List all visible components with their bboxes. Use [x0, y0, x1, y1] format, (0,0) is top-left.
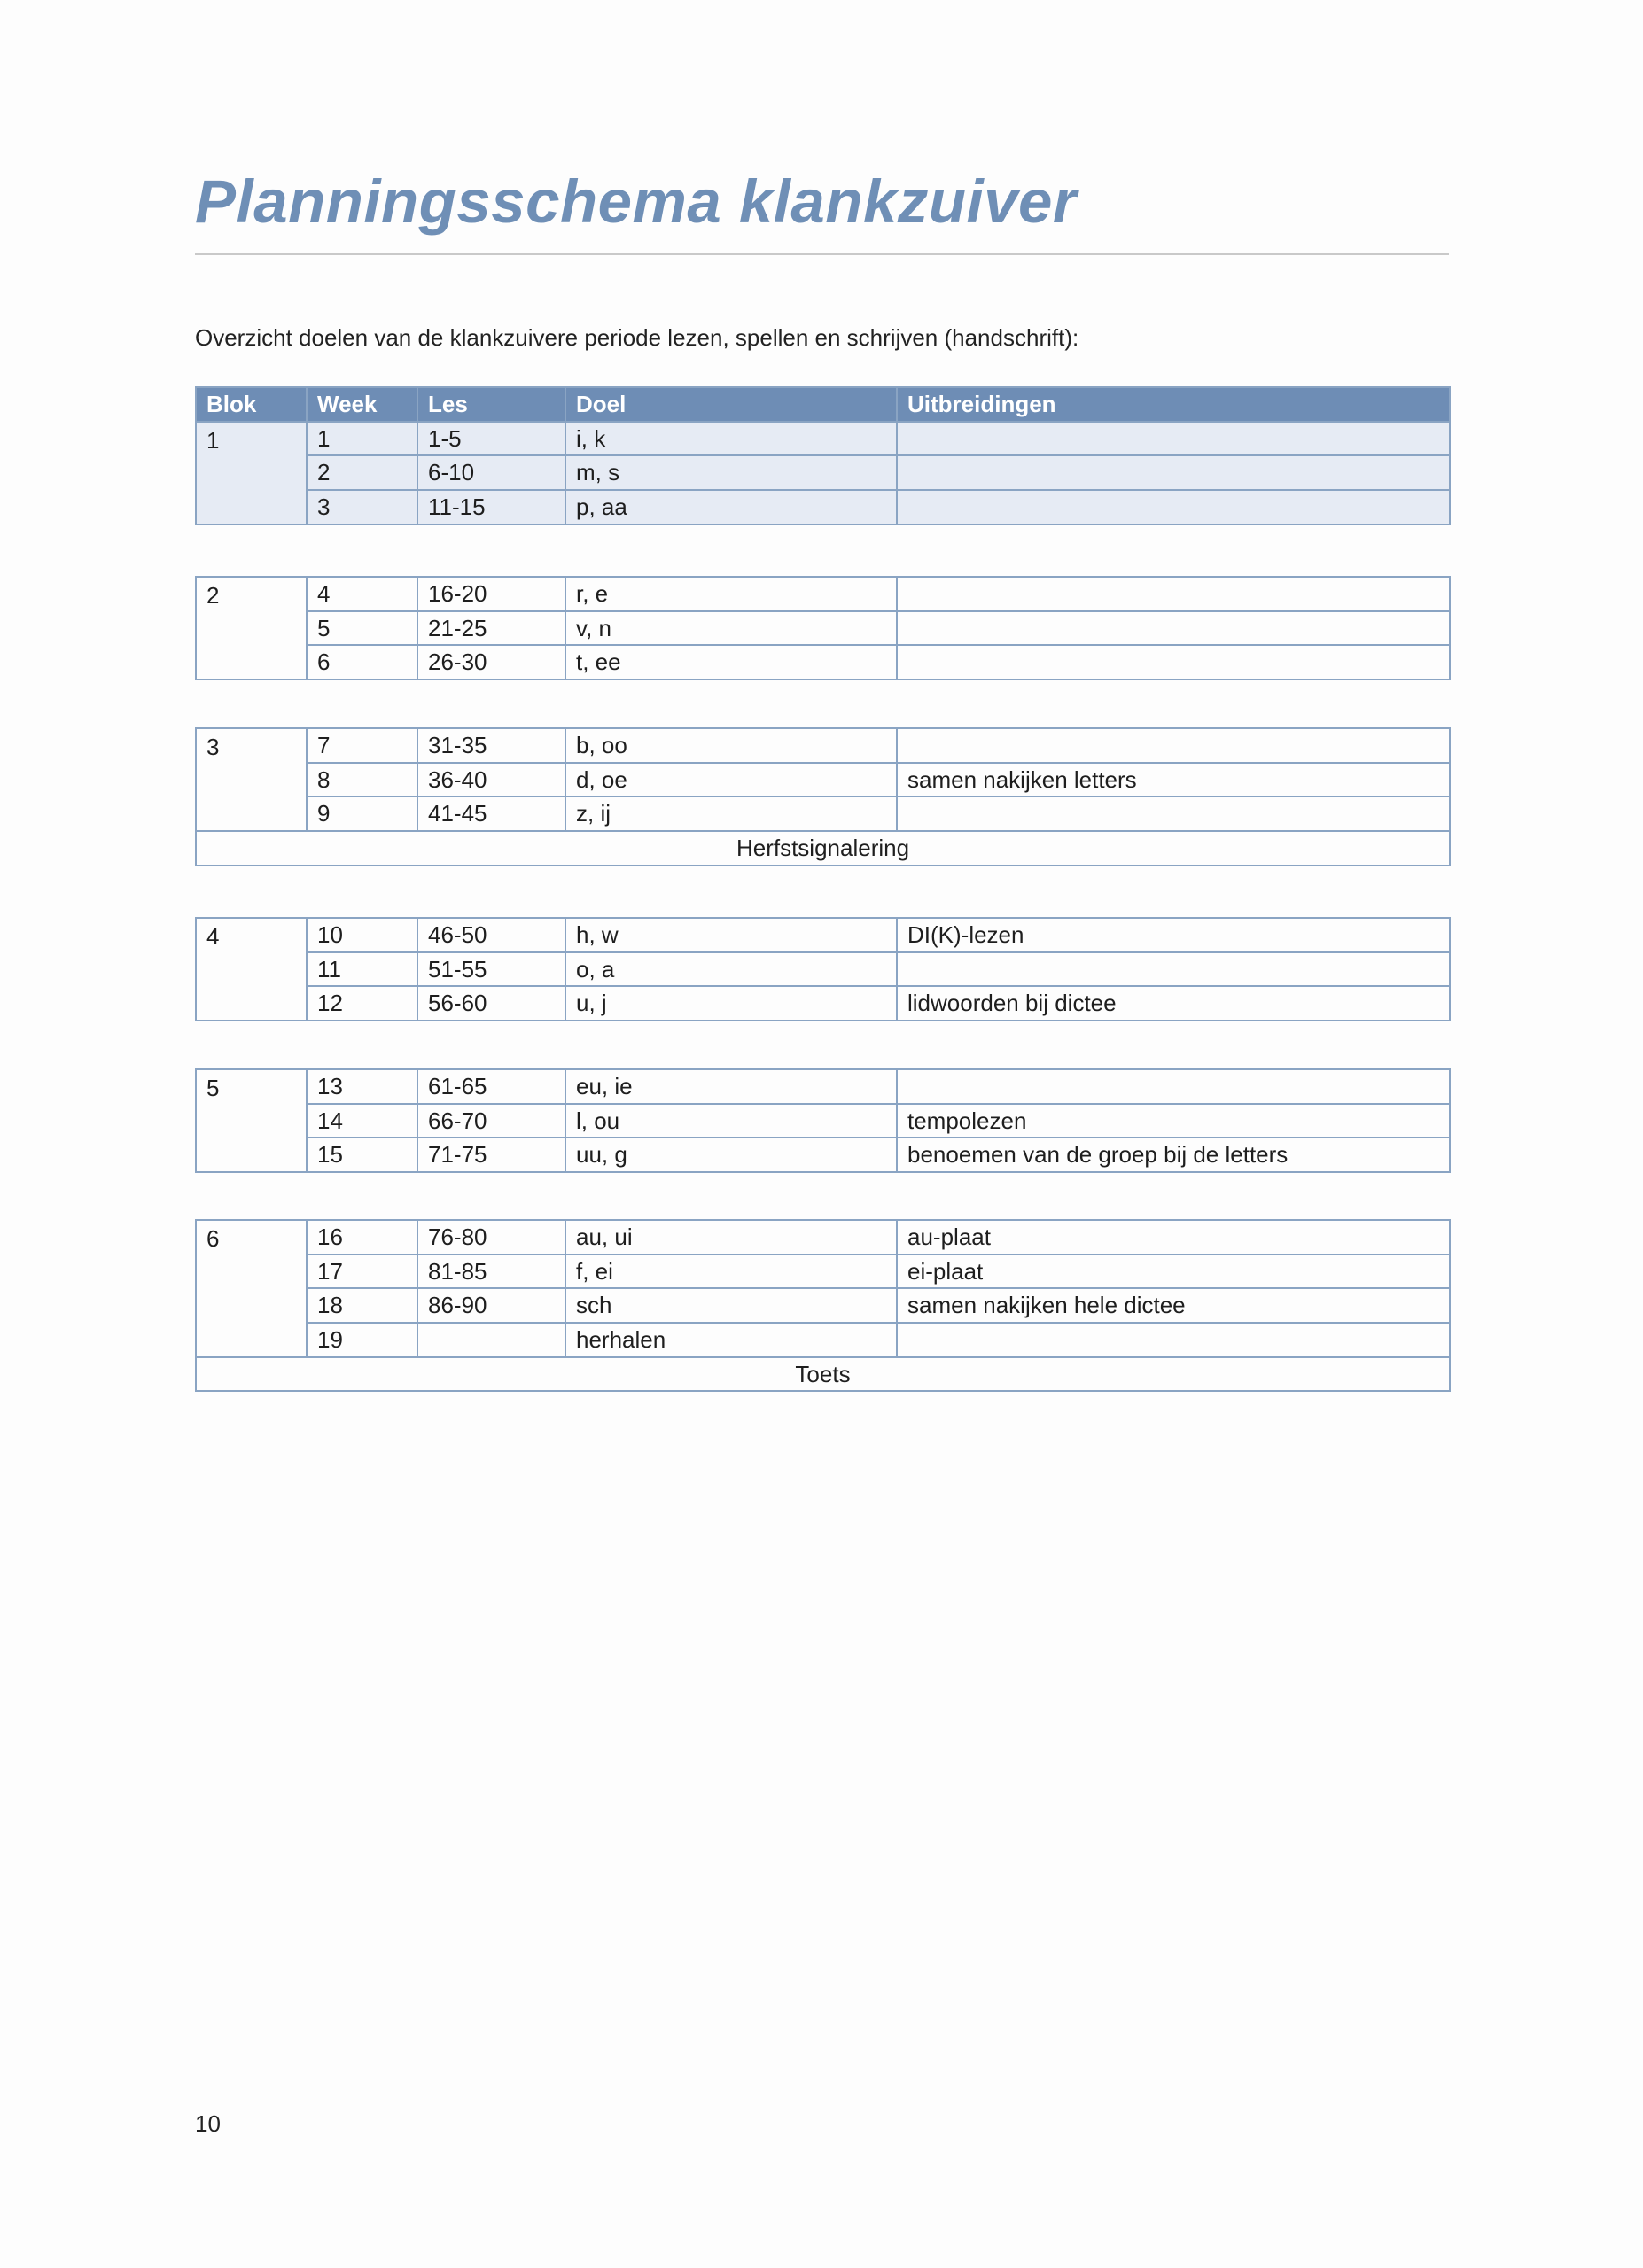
uitbreiding-cell: DI(K)-lezen	[897, 918, 1450, 952]
table-row	[196, 577, 1450, 611]
page-number: 10	[195, 2110, 221, 2137]
intro-text: Overzicht doelen van de klankzuivere periode lezen, spellen en schrijven (handschrift):	[195, 324, 1079, 351]
les-cell: 71-75	[417, 1138, 565, 1172]
herfstsignalering-label: Herfstsignalering	[196, 831, 1450, 866]
uitbreiding-cell: samen nakijken letters	[897, 763, 1450, 797]
table-row	[196, 455, 1450, 490]
uitbreiding-cell	[897, 577, 1450, 611]
uitbreiding-cell: tempolezen	[897, 1104, 1450, 1138]
doel-cell: v, n	[565, 611, 897, 646]
toets-label: Toets	[196, 1357, 1450, 1392]
doel-cell: m, s	[565, 455, 897, 490]
week-cell: 14	[307, 1104, 417, 1138]
les-cell: 86-90	[417, 1288, 565, 1323]
week-cell: 2	[307, 455, 417, 490]
signal-row	[196, 831, 1450, 866]
blok-cell: 6	[196, 1220, 307, 1357]
table-row	[196, 490, 1450, 524]
uitbreiding-cell: samen nakijken hele dictee	[897, 1288, 1450, 1323]
column-header-doel: Doel	[565, 387, 897, 422]
uitbreiding-cell: ei-plaat	[897, 1254, 1450, 1289]
les-cell: 76-80	[417, 1220, 565, 1254]
table-row	[196, 1323, 1450, 1357]
table-row	[196, 1104, 1450, 1138]
table-row	[196, 1220, 1450, 1254]
uitbreiding-cell	[897, 1323, 1450, 1357]
blok-cell: 4	[196, 918, 307, 1021]
les-cell: 26-30	[417, 645, 565, 680]
les-cell: 36-40	[417, 763, 565, 797]
uitbreiding-cell	[897, 422, 1450, 456]
uitbreiding-cell: au-plaat	[897, 1220, 1450, 1254]
doel-cell: h, w	[565, 918, 897, 952]
doel-cell: t, ee	[565, 645, 897, 680]
doel-cell: sch	[565, 1288, 897, 1323]
les-cell: 6-10	[417, 455, 565, 490]
table-row	[196, 986, 1450, 1021]
week-cell: 16	[307, 1220, 417, 1254]
week-cell: 11	[307, 952, 417, 987]
table-row	[196, 611, 1450, 646]
les-cell: 56-60	[417, 986, 565, 1021]
week-cell: 9	[307, 796, 417, 831]
table-row	[196, 728, 1450, 763]
les-cell: 31-35	[417, 728, 565, 763]
week-cell: 10	[307, 918, 417, 952]
week-cell: 6	[307, 645, 417, 680]
week-cell: 19	[307, 1323, 417, 1357]
doel-cell: herhalen	[565, 1323, 897, 1357]
block-table-3	[195, 727, 1451, 866]
table-row	[196, 645, 1450, 680]
column-header-uitbreidingen: Uitbreidingen	[897, 387, 1450, 422]
block-table-1	[195, 386, 1451, 525]
blok-cell: 2	[196, 577, 307, 680]
doel-cell: d, oe	[565, 763, 897, 797]
week-cell: 7	[307, 728, 417, 763]
doel-cell: l, ou	[565, 1104, 897, 1138]
doel-cell: u, j	[565, 986, 897, 1021]
blok-cell: 1	[196, 422, 307, 524]
doel-cell: b, oo	[565, 728, 897, 763]
doel-cell: z, ij	[565, 796, 897, 831]
column-header-blok: Blok	[196, 387, 307, 422]
table-row	[196, 1138, 1450, 1172]
week-cell: 12	[307, 986, 417, 1021]
uitbreiding-cell: benoemen van de groep bij de letters	[897, 1138, 1450, 1172]
signal-row	[196, 1357, 1450, 1392]
table-row	[196, 763, 1450, 797]
les-cell: 11-15	[417, 490, 565, 524]
week-cell: 17	[307, 1254, 417, 1289]
uitbreiding-cell	[897, 728, 1450, 763]
les-cell: 41-45	[417, 796, 565, 831]
les-cell: 66-70	[417, 1104, 565, 1138]
block-table-6	[195, 1219, 1451, 1392]
uitbreiding-cell	[897, 796, 1450, 831]
week-cell: 3	[307, 490, 417, 524]
uitbreiding-cell	[897, 490, 1450, 524]
block-table-4	[195, 917, 1451, 1021]
doel-cell: eu, ie	[565, 1069, 897, 1104]
uitbreiding-cell	[897, 645, 1450, 680]
week-cell: 5	[307, 611, 417, 646]
week-cell: 1	[307, 422, 417, 456]
les-cell	[417, 1323, 565, 1357]
uitbreiding-cell	[897, 1069, 1450, 1104]
title-divider	[195, 253, 1449, 255]
les-cell: 21-25	[417, 611, 565, 646]
table-row	[196, 422, 1450, 456]
table-header-row	[196, 387, 1450, 422]
les-cell: 81-85	[417, 1254, 565, 1289]
page-title: Planningsschema klankzuiver	[195, 167, 1078, 236]
doel-cell: r, e	[565, 577, 897, 611]
table-row	[196, 952, 1450, 987]
les-cell: 1-5	[417, 422, 565, 456]
column-header-week: Week	[307, 387, 417, 422]
uitbreiding-cell	[897, 455, 1450, 490]
uitbreiding-cell	[897, 952, 1450, 987]
uitbreiding-cell: lidwoorden bij dictee	[897, 986, 1450, 1021]
table-row	[196, 796, 1450, 831]
week-cell: 4	[307, 577, 417, 611]
week-cell: 13	[307, 1069, 417, 1104]
week-cell: 18	[307, 1288, 417, 1323]
doel-cell: o, a	[565, 952, 897, 987]
doel-cell: uu, g	[565, 1138, 897, 1172]
table-row	[196, 1288, 1450, 1323]
les-cell: 46-50	[417, 918, 565, 952]
block-table-2	[195, 576, 1451, 680]
blok-cell: 5	[196, 1069, 307, 1172]
les-cell: 61-65	[417, 1069, 565, 1104]
les-cell: 16-20	[417, 577, 565, 611]
doel-cell: au, ui	[565, 1220, 897, 1254]
table-row	[196, 1069, 1450, 1104]
les-cell: 51-55	[417, 952, 565, 987]
block-table-5	[195, 1068, 1451, 1173]
column-header-les: Les	[417, 387, 565, 422]
uitbreiding-cell	[897, 611, 1450, 646]
table-row	[196, 918, 1450, 952]
table-row	[196, 1254, 1450, 1289]
doel-cell: i, k	[565, 422, 897, 456]
doel-cell: p, aa	[565, 490, 897, 524]
blok-cell: 3	[196, 728, 307, 831]
week-cell: 15	[307, 1138, 417, 1172]
doel-cell: f, ei	[565, 1254, 897, 1289]
week-cell: 8	[307, 763, 417, 797]
